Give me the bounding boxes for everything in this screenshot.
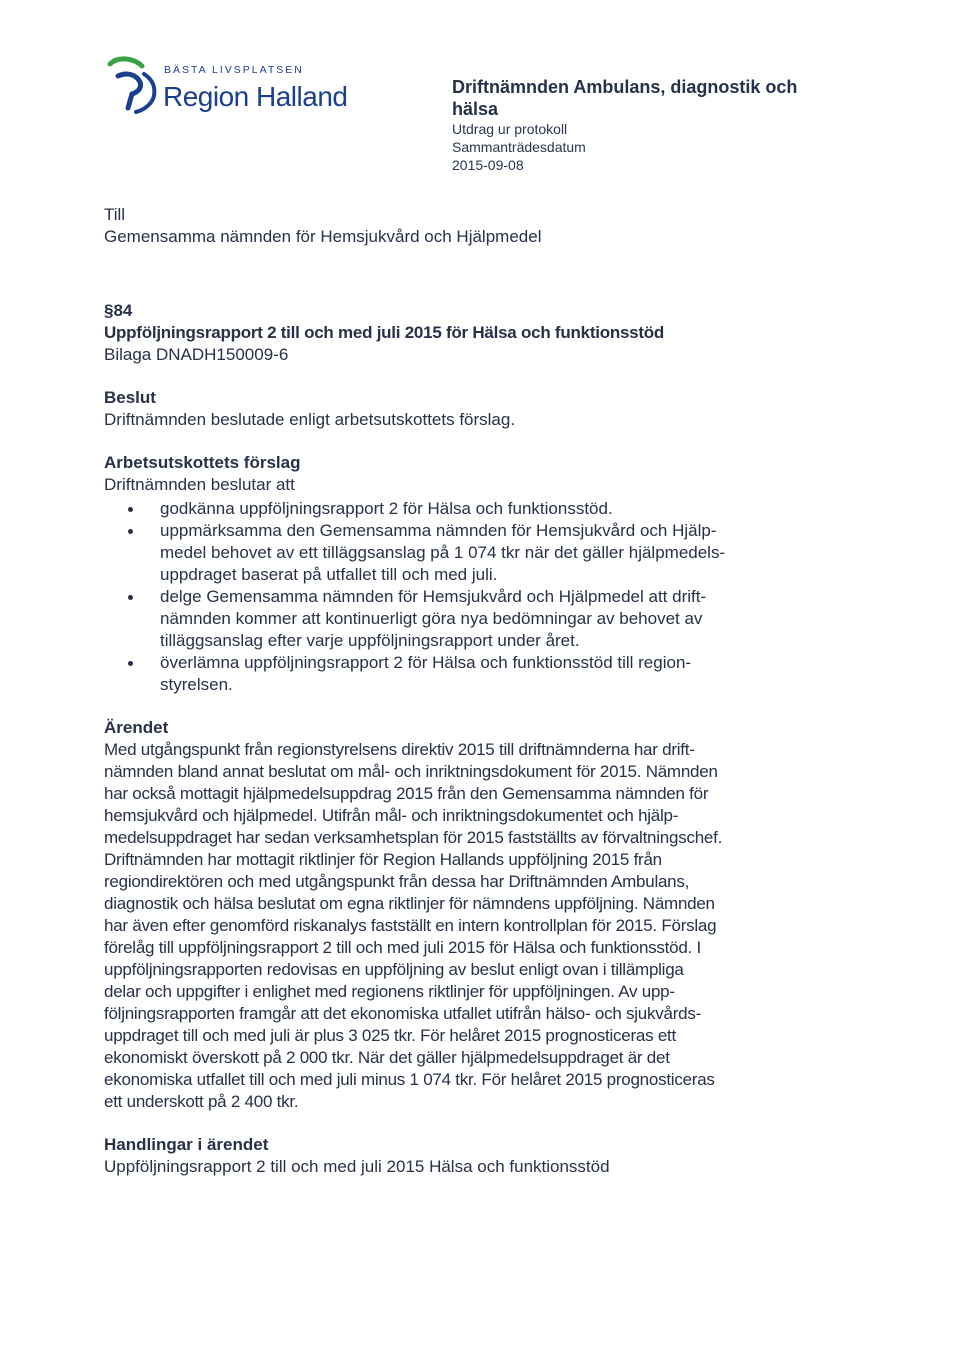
handlingar-heading: Handlingar i ärendet [104, 1135, 269, 1154]
proposal-item: överlämna uppföljningsrapport 2 för Hälsa och funktionsstöd till region- styrelsen. [104, 652, 819, 696]
proposal-item: uppmärksamma den Gemensamma nämnden för Hemsjukvård och Hjälp- medel behovet av ett tilläggsanslag på 1 074 tkr när det gäller hjälpmedels- uppdraget baserat på utfallet till och med juli. [104, 520, 819, 586]
committee-title: Driftnämnden Ambulans, diagnostik och hälsa [452, 77, 798, 119]
document-type: Utdrag ur protokoll [452, 121, 568, 137]
recipient-name: Gemensamma nämnden för Hemsjukvård och Hjälpmedel [104, 227, 542, 246]
beslut-text: Driftnämnden beslutade enligt arbetsutskottets förslag. [104, 410, 516, 429]
proposal-item: delge Gemensamma nämnden för Hemsjukvård och Hjälpmedel att drift- nämnden kommer att kontinuerligt göra nya bedömningar av behovet av tilläggsanslag efter varje uppföljningsrapport under året. [104, 586, 819, 652]
beslut-heading: Beslut [104, 388, 156, 407]
forslag-intro: Driftnämnden beslutar att [104, 475, 295, 494]
document-body [104, 204, 819, 1178]
logo-tagline: BÄSTA LIVSPLATSEN [164, 64, 304, 76]
proposal-item: godkänna uppföljningsrapport 2 för Hälsa och funktionsstöd. [104, 498, 819, 520]
meeting-date-label: Sammanträdesdatum [452, 139, 586, 155]
meeting-date: 2015-09-08 [452, 157, 524, 173]
section-number: §84 [104, 301, 133, 320]
document-header [452, 76, 832, 174]
arendet-text: Med utgångspunkt från regionstyrelsens direktiv 2015 till driftnämnderna har drift- nämnden bland annat beslutat om mål- och inriktningsdokument för 2015. Nämnden har också mottagit hjälpmedelsuppdrag 2015 från den Gemensamma nämnden för hemsjukvård och hjälpmedel. Utifrån mål- och inriktningsdokumentet och hjälp- medelsuppdraget har sedan verksamhetsplan för 2015 fastställts av förvaltningschef. Driftnämnden har mottagit riktlinjer för Region Hallands uppföljning 2015 från regiondirektören och med utgångspunkt från dessa har Driftnämnden Ambulans, diagnostik och hälsa beslutat om egna riktlinjer för nämndens uppföljning. Nämnden har även efter genomförd riskanalys fastställt en intern kontrollplan för 2015. Förslag förelåg till uppföljningsrapport 2 till och med juli 2015 för Hälsa och funktionsstöd. I uppföljningsrapporten redovisas en uppföljning av beslut enligt ovan i tillämpliga delar och uppgifter i enlighet med regionens riktlinjer för uppföljningen. Av upp- följningsrapporten framgår att det ekonomiska utfallet utifrån hälso- och sjukvårds- uppdraget till och med juli är plus 3 025 tkr. För helåret 2015 prognosticeras ett ekonomiskt överskott på 2 000 tkr. När det gäller hjälpmedelsuppdraget är det ekonomiska utfallet till och med juli minus 1 074 tkr. För helåret 2015 prognosticeras ett underskott på 2 400 tkr. [104, 740, 723, 1111]
proposal-list [104, 498, 819, 696]
bullet-icon [128, 661, 133, 666]
bullet-icon [128, 507, 133, 512]
bullet-icon [128, 595, 133, 600]
arendet-heading: Ärendet [104, 718, 169, 737]
forslag-heading: Arbetsutskottets förslag [104, 453, 301, 472]
bullet-icon [128, 529, 133, 534]
logo-name: Region Halland [163, 81, 348, 112]
handlingar-text: Uppföljningsrapport 2 till och med juli 2015 Hälsa och funktionsstöd [104, 1157, 610, 1176]
recipient-label: Till [104, 205, 126, 224]
section-title: Uppföljningsrapport 2 till och med juli 2015 för Hälsa och funktionsstöd [104, 323, 665, 342]
attachment-reference: Bilaga DNADH150009-6 [104, 345, 289, 364]
region-halland-logo-icon [104, 52, 162, 116]
